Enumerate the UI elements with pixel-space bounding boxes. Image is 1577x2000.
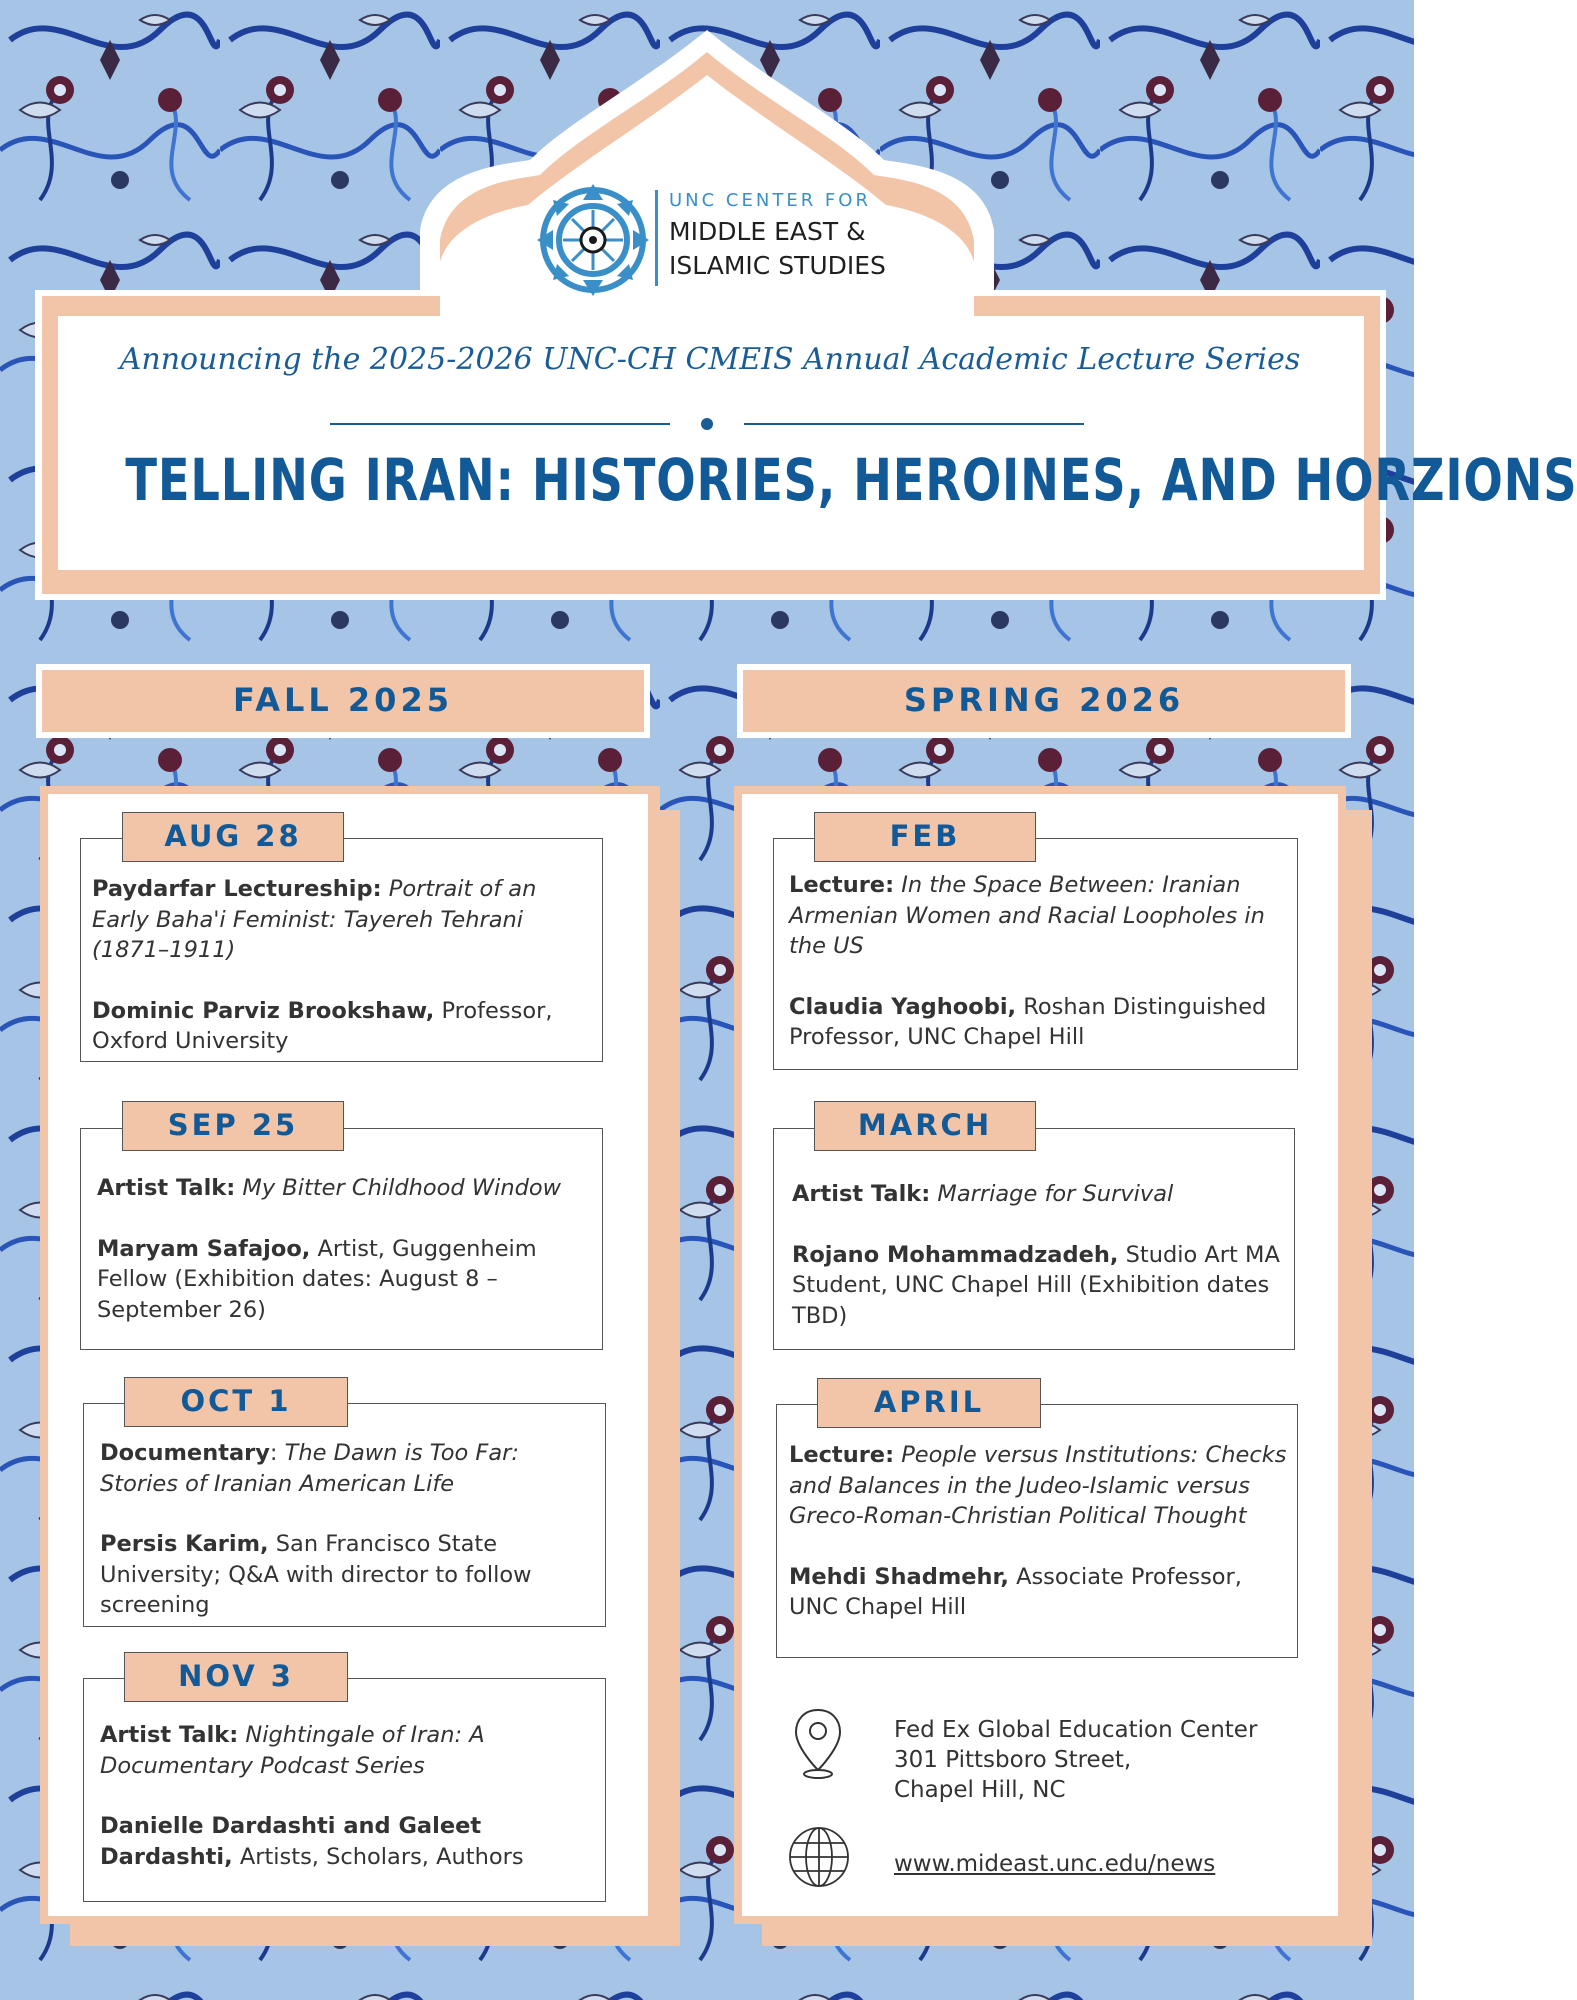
event-date-tab: MARCH bbox=[814, 1101, 1036, 1151]
event-affiliation: Roshan Distinguished Professor, UNC Chapel Hill bbox=[789, 993, 1267, 1050]
event-affiliation: Artist, Guggenheim Fellow (Exhibition dates: August 8 – September 26) bbox=[97, 1235, 537, 1323]
event-affiliation: San Francisco State University; Q&A with director to follow screening bbox=[100, 1531, 532, 1618]
globe-icon bbox=[788, 1826, 850, 1888]
event-speaker: Dominic Parviz Brookshaw, bbox=[92, 997, 435, 1024]
logo-line3: ISLAMIC STUDIES bbox=[669, 251, 886, 280]
announcement: Announcing the 2025-2026 UNC-CH CMEIS Annual Academic Lecture Series bbox=[119, 342, 1301, 377]
event-title: Marriage for Survival bbox=[937, 1181, 1174, 1207]
event-title: Nightingale of Iran: A Documentary Podcast Series bbox=[100, 1722, 485, 1779]
event-date-tab: SEP 25 bbox=[122, 1101, 344, 1151]
event-type: Artist Talk: bbox=[100, 1722, 239, 1748]
header-frame bbox=[0, 0, 1577, 610]
event-title: The Dawn is Too Far: Stories of Iranian American Life bbox=[100, 1440, 519, 1497]
location-pin-icon bbox=[790, 1706, 846, 1782]
event-speaker: Claudia Yaghoobi, bbox=[789, 993, 1017, 1020]
event-affiliation: Artists, Scholars, Authors bbox=[239, 1843, 524, 1870]
location-address bbox=[894, 1715, 1314, 1805]
event-date-tab: NOV 3 bbox=[124, 1652, 348, 1702]
logo-line2: MIDDLE EAST & bbox=[669, 217, 866, 246]
location-line2: 301 Pittsboro Street, bbox=[894, 1747, 1132, 1773]
event-type: Lecture: bbox=[789, 1442, 895, 1468]
location-line1: Fed Ex Global Education Center bbox=[894, 1717, 1258, 1743]
event-speaker: Persis Karim, bbox=[100, 1531, 269, 1557]
event-type: Artist Talk: bbox=[792, 1181, 931, 1207]
website-link[interactable]: www.mideast.unc.edu/news bbox=[894, 1851, 1216, 1877]
event-body bbox=[789, 1440, 1289, 1623]
event-affiliation: Associate Professor, UNC Chapel Hill bbox=[789, 1563, 1242, 1620]
event-title: People versus Institutions: Checks and Balances in the Judeo-Islamic versus Greco-Roman-Christian Political Thought bbox=[789, 1442, 1287, 1529]
event-title: My Bitter Childhood Window bbox=[242, 1175, 562, 1201]
title-divider bbox=[330, 416, 1084, 432]
logo-line1: UNC CENTER FOR bbox=[669, 190, 871, 211]
event-speaker: Mehdi Shadmehr, bbox=[789, 1563, 1009, 1590]
logo-rosette-icon bbox=[535, 182, 651, 298]
event-date-tab: AUG 28 bbox=[122, 812, 344, 862]
event-title: Portrait of an Early Baha'i Feminist: Tayereh Tehrani (1871–1911) bbox=[92, 876, 537, 963]
event-type-suffix: : bbox=[269, 1440, 278, 1466]
event-speaker: Rojano Mohammadzadeh, bbox=[792, 1241, 1119, 1268]
logo-divider bbox=[655, 190, 658, 286]
event-type: Documentary bbox=[100, 1440, 270, 1466]
event-speaker: Danielle Dardashti and Galeet Dardashti, bbox=[100, 1813, 482, 1870]
event-type: Lecture: bbox=[789, 872, 895, 898]
event-speaker: Maryam Safajoo, bbox=[97, 1235, 311, 1262]
event-body bbox=[100, 1438, 595, 1621]
page-title: TELLING IRAN: HISTORIES, HEROINES, AND HORZIONS bbox=[125, 446, 1577, 514]
event-body bbox=[100, 1720, 595, 1872]
logo-text bbox=[669, 190, 889, 283]
event-body bbox=[92, 874, 592, 1057]
event-title: In the Space Between: Iranian Armenian Women and Racial Loopholes in the US bbox=[789, 872, 1265, 959]
event-date-tab: APRIL bbox=[817, 1378, 1041, 1428]
event-body bbox=[792, 1179, 1287, 1331]
event-affiliation: Professor, Oxford University bbox=[92, 997, 553, 1054]
event-body bbox=[789, 870, 1289, 1053]
spring-season-bar: SPRING 2026 bbox=[737, 664, 1351, 738]
event-date-tab: FEB bbox=[814, 812, 1036, 862]
location-line3: Chapel Hill, NC bbox=[894, 1777, 1066, 1803]
event-type: Paydarfar Lectureship: bbox=[92, 876, 382, 902]
event-affiliation: Studio Art MA Student, UNC Chapel Hill (Exhibition dates TBD) bbox=[792, 1241, 1280, 1329]
event-type: Artist Talk: bbox=[97, 1175, 236, 1201]
event-body bbox=[97, 1173, 592, 1325]
event-date-tab: OCT 1 bbox=[124, 1377, 348, 1427]
fall-season-bar: FALL 2025 bbox=[36, 664, 650, 738]
